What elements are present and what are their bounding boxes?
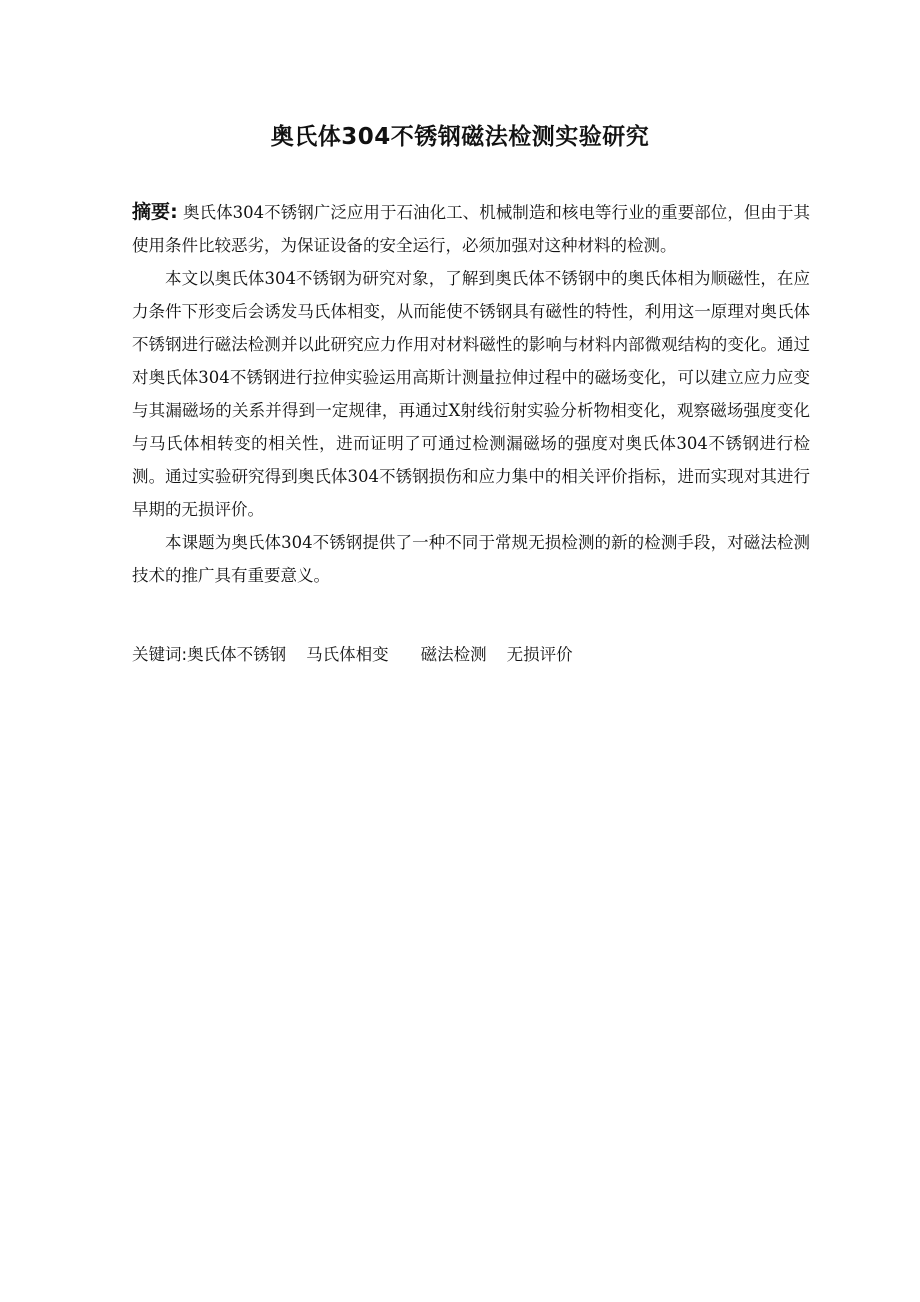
keyword-2: 马氏体相变 [306,645,389,664]
abstract-paragraph-2: 本文以奥氏体304不锈钢为研究对象，了解到奥氏体不锈钢中的奥氏体相为顺磁性，在应力条件下形变后会诱发马氏体相变，从而能使不锈钢具有磁性的特性，利用这一原理对奥氏体不锈钢进行磁法检测并以此研究应力作用对材料磁性的影响与材料内部微观结构的变化。通过对奥氏体304不锈钢进行拉伸实验运用高斯计测量拉伸过程中的磁场变化，可以建立应力应变与其漏磁场的关系并得到一定规律，再通过X射线衍射实验分析物相变化，观察磁场强度变化与马氏体相转变的相关性，进而证明了可通过检测漏磁场的强度对奥氏体304不锈钢进行检测。通过实验研究得到奥氏体304不锈钢损伤和应力集中的相关评价指标，进而实现对其进行早期的无损评价。 [132,269,810,519]
keyword-1: 奥氏体不锈钢 [187,645,287,664]
keywords-label: 关键词: [132,645,188,664]
abstract-section [132,196,810,592]
abstract-paragraph-1 [132,196,810,262]
abstract-paragraph-3: 本课题为奥氏体304不锈钢提供了一种不同于常规无损检测的新的检测手段，对磁法检测技术的推广具有重要意义。 [132,533,810,585]
document-title: 奥氏体304不锈钢磁法检测实验研究 [270,124,650,150]
keyword-4: 无损评价 [506,645,573,664]
keyword-3: 磁法检测 [420,645,487,664]
abstract-text-1: 奥氏体304不锈钢广泛应用于石油化工、机械制造和核电等行业的重要部位，但由于其使用条件比较恶劣，为保证设备的安全运行，必须加强对这种材料的检测。 [132,203,810,255]
keywords-line [132,640,810,670]
abstract-label: 摘要: [132,201,178,223]
